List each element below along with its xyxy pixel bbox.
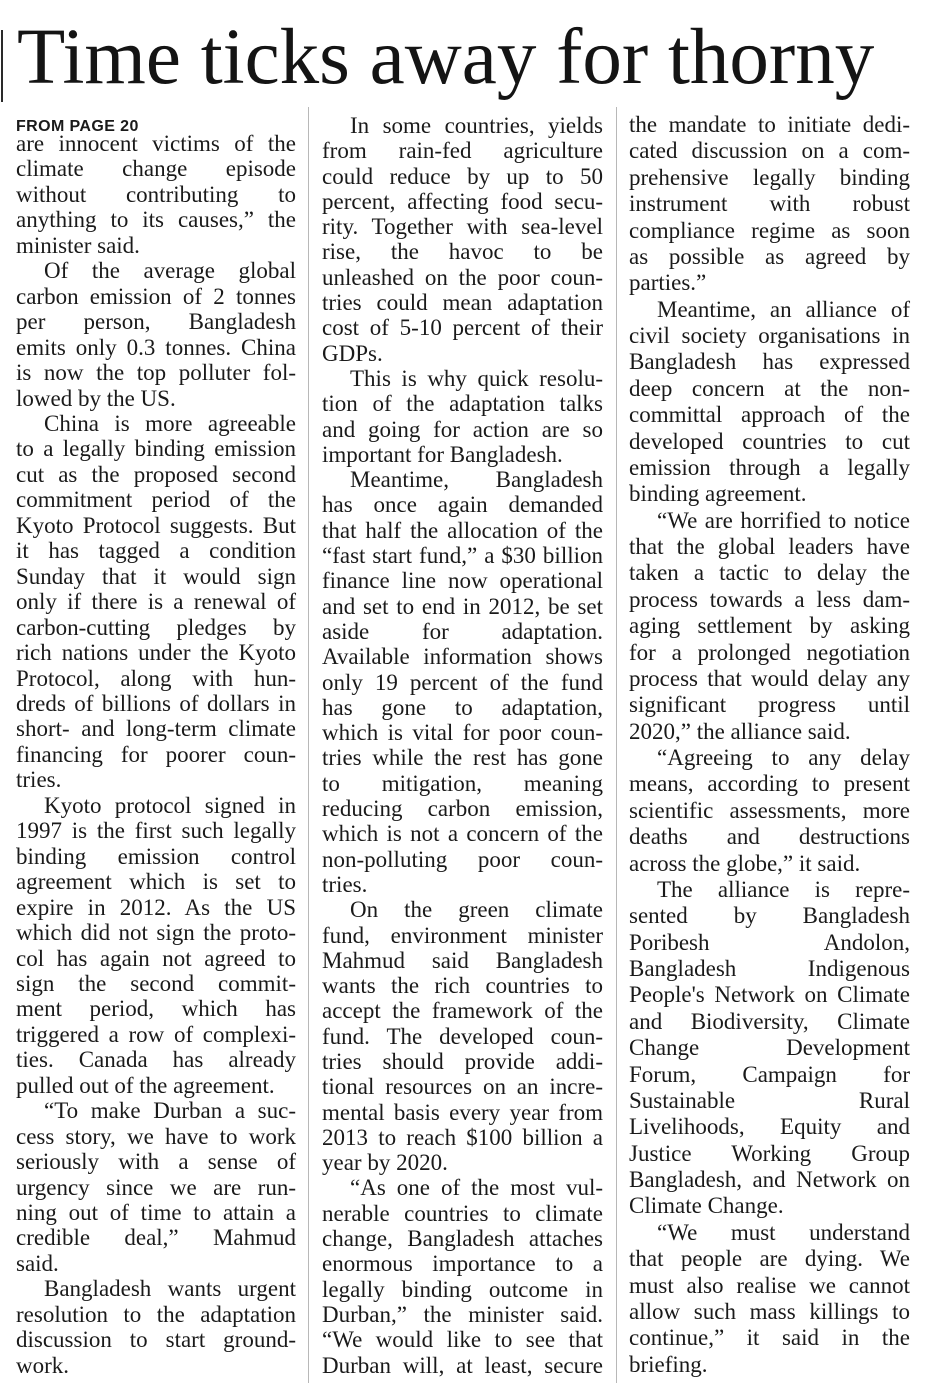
text-line: climate change episode (16, 156, 296, 182)
text-line: deep concern at the non- (629, 375, 910, 401)
text-line: “To make Durban a suc- (44, 1098, 296, 1124)
text-line: legally binding outcome in (322, 1276, 603, 1302)
text-line: allow such mass killings to (629, 1298, 910, 1324)
headline: Time ticks away for thorny (17, 14, 875, 101)
text-line: credible deal,” Mahmud (16, 1225, 296, 1251)
text-line: financing for poorer coun- (16, 741, 296, 767)
text-line: Sunday that it would sign (16, 563, 296, 589)
text-line: cess story, we have to work (16, 1123, 296, 1149)
text-line: Meantime, an alliance of (657, 296, 910, 322)
text-line: unleashed on the poor coun- (322, 264, 603, 290)
text-line: for a prolonged negotiation (629, 639, 910, 665)
text-line: continue,” it said in the (629, 1325, 910, 1351)
text-line: agreement which is set to (16, 869, 296, 895)
text-line: civil society organisations in (629, 323, 910, 348)
article-column-1 (16, 131, 296, 1378)
text-line: the mandate to initiate dedi- (629, 112, 910, 137)
paragraph (16, 411, 296, 793)
paragraph (16, 1276, 296, 1378)
text-line: “Agreeing to any delay (657, 745, 910, 770)
text-line: “We are horrified to notice (657, 507, 910, 533)
text-line: minister said. (16, 232, 140, 258)
text-line: without contributing to (16, 181, 296, 207)
text-line: This is why quick resolu- (350, 365, 603, 391)
text-line: per person, Bangladesh (16, 309, 296, 335)
paragraph (629, 877, 910, 1220)
paragraph (629, 112, 910, 297)
text-line: parties.” (629, 270, 707, 296)
text-line: ning out of time to attain a (16, 1200, 296, 1226)
text-line: important for Bangladesh. (322, 441, 563, 467)
text-line: On the green climate (350, 897, 603, 923)
text-line: People's Network on Climate (629, 982, 910, 1008)
text-line: is now the top polluter fol- (16, 360, 296, 386)
paragraph (16, 131, 296, 258)
text-line: The alliance is repre- (657, 876, 910, 902)
text-line: rich nations under the Kyoto (16, 640, 296, 666)
text-line: wants the rich countries to (322, 973, 603, 999)
text-line: Bangladesh has expressed (629, 349, 910, 375)
text-line: aging settlement by asking (629, 613, 910, 639)
text-line: emits only 0.3 tonnes. China (16, 334, 296, 360)
text-line: anything to its causes,” the (16, 207, 296, 233)
text-line: rity. Together with sea-level (322, 214, 603, 240)
text-line: that people are dying. We (629, 1246, 910, 1272)
article-column-3 (629, 112, 910, 1378)
paragraph (629, 297, 910, 508)
text-line: Mahmud said Bangladesh (322, 947, 603, 973)
text-line: Bangladesh Indigenous (629, 956, 910, 981)
text-line: briefing. (629, 1351, 708, 1377)
text-line: has once again demanded (322, 492, 603, 518)
text-line: to a legally binding emission (16, 436, 296, 462)
text-line: Meantime, Bangladesh (350, 467, 603, 493)
text-line: Poribesh Andolon, (629, 929, 910, 955)
text-line: ties. Canada has already (16, 1047, 296, 1073)
text-line: tion of the adaptation talks (322, 391, 603, 417)
text-line: enormous importance to a (322, 1251, 603, 1277)
text-line: significant progress until (629, 692, 910, 718)
paragraph (16, 793, 296, 1098)
text-line: instrument with robust (629, 191, 910, 217)
text-line: that half the allocation of the (322, 517, 603, 543)
text-line: “We must understand (657, 1219, 910, 1245)
paragraph (629, 745, 910, 877)
text-line: only 19 percent of the fund (322, 669, 603, 695)
paragraph (16, 1098, 296, 1276)
text-line: carbon-cutting pledges by (16, 614, 296, 640)
text-line: resolution to the adaptation (16, 1301, 296, 1327)
text-line: fund. The developed coun- (322, 1023, 603, 1049)
text-line: which is vital for poor coun- (322, 720, 603, 746)
text-line: Livelihoods, Equity and (629, 1114, 910, 1140)
text-line: work. (16, 1352, 70, 1378)
text-line: which did not sign the proto- (16, 920, 296, 946)
text-line: binding emission control (16, 843, 296, 869)
text-line: ment period, which has (16, 996, 296, 1022)
text-line: are innocent victims of the (16, 131, 296, 156)
text-line: GDPs. (322, 340, 383, 366)
text-line: and Biodiversity, Climate (629, 1008, 910, 1034)
text-line: prehensive legally binding (629, 164, 910, 190)
text-line: discussion to start ground- (16, 1327, 296, 1353)
text-line: Kyoto protocol signed in (44, 792, 296, 818)
paragraph (322, 897, 603, 1175)
text-line: 1997 is the first such legally (16, 818, 296, 844)
text-line: tries should provide addi- (322, 1048, 603, 1074)
text-line: expire in 2012. As the US (16, 894, 296, 920)
paragraph (322, 467, 603, 897)
text-line: sented by Bangladesh (629, 903, 910, 929)
paragraph (16, 258, 296, 411)
text-line: Sustainable Rural (629, 1087, 910, 1113)
text-line: to mitigation, meaning (322, 770, 603, 796)
text-line: dreds of billions of dollars in (16, 690, 296, 716)
text-line: compliance regime as soon (629, 217, 910, 243)
text-line: deaths and destructions (629, 824, 910, 850)
paragraph (322, 1175, 603, 1377)
edge-rule (1, 30, 3, 102)
text-line: mental basis every year from (322, 1099, 603, 1125)
text-line: Durban will, at least, secure (322, 1352, 603, 1378)
text-line: that the global leaders have (629, 534, 910, 559)
text-line: and going for action are so (322, 416, 603, 442)
text-line: process towards a less dam- (629, 586, 910, 612)
text-line: year by 2020. (322, 1150, 448, 1176)
text-line: urgency since we are run- (16, 1174, 296, 1200)
text-line: process that would delay any (629, 665, 910, 691)
jump-line: FROM PAGE 20 (16, 118, 139, 135)
text-line: 2013 to reach $100 billion a (322, 1124, 603, 1150)
text-line: aside for adaptation. (322, 618, 603, 644)
paragraph (322, 113, 603, 366)
text-line: Kyoto Protocol suggests. But (16, 512, 296, 538)
text-line: cost of 5-10 percent of their (322, 315, 603, 341)
text-line: committal approach of the (629, 402, 910, 428)
text-line: tries while the rest has gone (322, 745, 603, 771)
text-line: Protocol, along with hun- (16, 665, 296, 691)
text-line: “We would like to see that (322, 1327, 603, 1353)
text-line: Justice Working Group (629, 1140, 910, 1166)
text-line: Climate Change. (629, 1193, 784, 1219)
text-line: lowed by the US. (16, 385, 176, 411)
text-line: cut as the proposed second (16, 461, 296, 487)
text-line: could reduce by up to 50 (322, 163, 603, 189)
text-line: rise, the havoc to be (322, 239, 603, 265)
text-line: which is not a concern of the (322, 821, 603, 847)
text-line: fund, environment minister (322, 922, 603, 948)
text-line: change, Bangladesh attaches (322, 1226, 603, 1252)
text-line: Bangladesh wants urgent (44, 1276, 296, 1302)
text-line: reducing carbon emission, (322, 796, 603, 822)
text-line: taken a tactic to delay the (629, 560, 910, 586)
column-rule (308, 107, 309, 1383)
text-line: “As one of the most vul- (350, 1175, 603, 1201)
paragraph (322, 366, 603, 467)
text-line: col has again not agreed to (16, 945, 296, 971)
text-line: Forum, Campaign for (629, 1061, 910, 1087)
text-line: tional resources on an incre- (322, 1074, 603, 1100)
article-column-2 (322, 113, 603, 1378)
text-line: seriously with a sense of (16, 1149, 296, 1175)
text-line: it has tagged a condition (16, 538, 296, 564)
text-line: cated discussion on a com- (629, 138, 910, 164)
text-line: triggered a row of complexi- (16, 1021, 296, 1047)
text-line: non-polluting poor coun- (322, 846, 603, 872)
paragraph (629, 508, 910, 745)
text-line: tries. (16, 767, 62, 793)
column-rule (616, 107, 617, 1383)
text-line: from rain-fed agriculture (322, 138, 603, 164)
text-line: sign the second commit- (16, 970, 296, 996)
text-line: must also realise we cannot (629, 1272, 910, 1298)
text-line: developed countries to cut (629, 428, 910, 454)
text-line: binding agreement. (629, 481, 807, 507)
text-line: finance line now operational (322, 568, 603, 594)
text-line: emission through a legally (629, 454, 910, 480)
text-line: tries. (322, 871, 368, 897)
text-line: carbon emission of 2 tonnes (16, 283, 296, 309)
text-line: percent, affecting food secu- (322, 188, 603, 214)
text-line: and set to end in 2012, be set (322, 593, 603, 619)
text-line: Durban,” the minister said. (322, 1301, 603, 1327)
text-line: China is more agreeable (44, 410, 296, 436)
text-line: “fast start fund,” a $30 billion (322, 543, 603, 569)
text-line: as possible as agreed by (629, 243, 910, 269)
text-line: Bangladesh, and Network on (629, 1167, 910, 1192)
text-line: short- and long-term climate (16, 716, 296, 742)
text-line: said. (16, 1250, 59, 1276)
text-line: nerable countries to climate (322, 1200, 603, 1226)
text-line: Change Development (629, 1035, 910, 1061)
text-line: across the globe,” it said. (629, 850, 861, 876)
text-line: pulled out of the agreement. (16, 1072, 275, 1098)
paragraph (629, 1220, 910, 1378)
text-line: tries could mean adaptation (322, 290, 603, 316)
text-line: only if there is a renewal of (16, 589, 296, 615)
text-line: commitment period of the (16, 487, 296, 513)
text-line: Of the average global (44, 258, 296, 284)
text-line: scientific assessments, more (629, 797, 910, 823)
text-line: means, according to present (629, 771, 910, 797)
text-line: has gone to adaptation, (322, 694, 603, 720)
text-line: 2020,” the alliance said. (629, 718, 851, 744)
text-line: accept the framework of the (322, 998, 603, 1024)
text-line: In some countries, yields (350, 113, 603, 138)
text-line: Available information shows (322, 644, 603, 670)
